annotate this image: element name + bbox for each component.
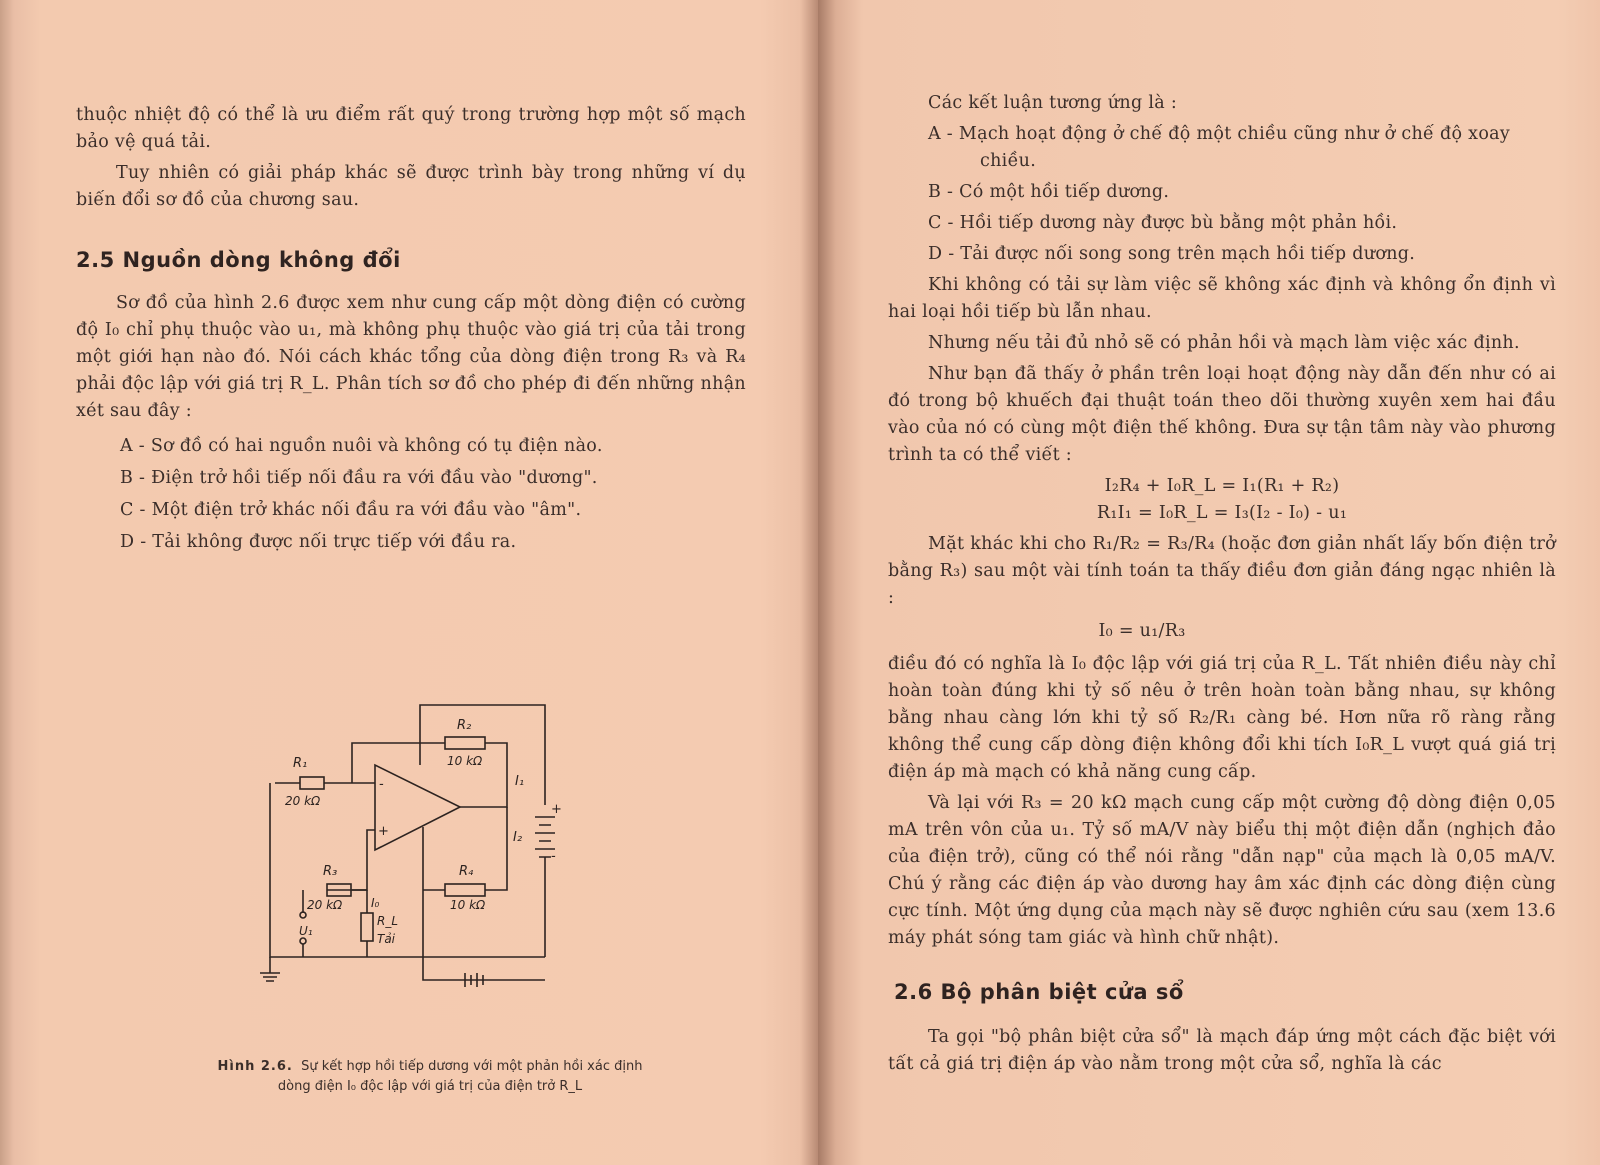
paragraph: Ta gọi "bộ phân biệt cửa sổ" là mạch đáp ứng một cách đặc biệt với tất cả giá trị điện áp vào nằm trong một cửa sổ, nghĩa là các	[888, 1027, 1556, 1074]
paragraph: Nhưng nếu tải đủ nhỏ sẽ có phản hồi và mạch làm việc xác định.	[928, 333, 1520, 353]
wire	[420, 705, 545, 805]
label-opamp-minus: -	[379, 777, 384, 792]
label-i1: I₁	[515, 774, 525, 789]
right-text-bottom	[888, 1024, 1556, 1078]
label-tai: Tải	[377, 932, 396, 946]
label-r2-value: 10 kΩ	[447, 754, 483, 768]
paragraph: Và lại với R₃ = 20 kΩ mạch cung cấp một cường độ dòng điện 0,05 mA trên vôn của u₁. Tỷ số mA/V này biểu thị một điện dẫn (nghịch đảo của điện trở), cũng có thể nói rằng "dẫn nạp" của mạch là 0,05 mA/V. Chú ý rằng các điện áp vào dương hay âm xác định các dòng điện cùng cực tính. Một ứng dụng của mạch này sẽ được nghiên cứu sau (xem 13.6 máy phát sóng tam giác và hình chữ nhật).	[888, 793, 1556, 948]
input-terminal	[300, 938, 306, 944]
label-i0: I₀	[371, 896, 380, 910]
label-r4: R₄	[459, 864, 474, 879]
list-item: B - Điện trở hồi tiếp nối đầu ra với đầu vào "dương".	[120, 468, 598, 488]
resistor-r4	[445, 884, 485, 896]
wire	[485, 807, 507, 890]
label-opamp-plus: +	[378, 824, 389, 839]
section-heading-2-5: 2.5 Nguồn dòng không đổi	[76, 248, 401, 272]
paragraph: Mặt khác khi cho R₁/R₂ = R₃/R₄ (hoặc đơn giản nhất lấy bốn điện trở bằng R₃) sau một vài tính toán ta thấy điều đơn giản đáng ngạc nhiên là :	[888, 534, 1556, 608]
list-item: D - Tải không được nối trực tiếp với đầu ra.	[120, 532, 517, 552]
paragraph: điều đó có nghĩa là I₀ độc lập với giá trị của R_L. Tất nhiên điều này chỉ hoàn toàn đúng khi tỷ số nêu ở trên hoàn toàn bằng nhau, sự không bằng nhau càng lớn khi tỷ số R₂/R₁ càng bé. Hơn nữa rõ ràng rằng không thể cung cấp dòng điện không đổi khi tích I₀R_L vượt quá giá trị điện áp mà mạch có khả năng cung cấp.	[888, 654, 1556, 782]
right-text-top	[888, 90, 1556, 952]
label-battery-minus: -	[551, 849, 556, 864]
paragraph: Các kết luận tương ứng là :	[928, 93, 1178, 113]
figure-caption	[160, 1057, 700, 1097]
list-item: C - Hồi tiếp dương này được bù bằng một phản hồi.	[928, 213, 1398, 233]
label-i2: I₂	[513, 830, 523, 845]
left-text-top	[76, 102, 746, 214]
wire	[460, 743, 507, 807]
resistor-rl	[361, 913, 373, 941]
ground-symbol	[260, 957, 280, 981]
label-u1: U₁	[299, 924, 313, 938]
list-item: C - Một điện trở khác nối đầu ra với đầu vào "âm".	[120, 500, 582, 520]
resistor-r2	[445, 737, 485, 749]
list-item: A - Mạch hoạt động ở chế độ một chiều cũng như ở chế độ xoay chiều.	[928, 124, 1511, 171]
left-text-body	[76, 290, 746, 556]
list-item: A - Sơ đồ có hai nguồn nuôi và không có tụ điện nào.	[120, 436, 603, 456]
paragraph: Khi không có tải sự làm việc sẽ không xác định và không ổn định vì hai loại hồi tiếp bù lẫn nhau.	[888, 275, 1556, 322]
label-r4-value: 10 kΩ	[450, 898, 486, 912]
section-heading-2-6: 2.6 Bộ phân biệt cửa sổ	[894, 980, 1184, 1004]
paragraph: Tuy nhiên có giải pháp khác sẽ được trình bày trong những ví dụ biến đổi sơ đồ của chương sau.	[76, 163, 746, 210]
label-r1: R₁	[293, 756, 308, 771]
label-rl: R_L	[377, 914, 399, 928]
label-r1-value: 20 kΩ	[285, 794, 321, 808]
caption-label: Hình 2.6.	[217, 1059, 293, 1074]
caption-line-2: dòng điện I₀ độc lập với giá trị của điện trở R_L	[277, 1079, 583, 1094]
paragraph: thuộc nhiệt độ có thể là ưu điểm rất quý trong trường hợp một số mạch bảo vệ quá tải.	[76, 105, 746, 152]
resistor-r1	[300, 777, 324, 789]
wire	[327, 830, 375, 890]
caption-line-1: Sự kết hợp hồi tiếp dương với một phản hồi xác định	[301, 1059, 643, 1074]
label-r3-value: 20 kΩ	[307, 898, 343, 912]
list-item: D - Tải được nối song song trên mạch hồi tiếp dương.	[928, 244, 1416, 264]
paragraph: Như bạn đã thấy ở phần trên loại hoạt động này dẫn đến như có ai đó trong bộ khuếch đại thuật toán theo dõi thường xuyên xem hai đầu vào của nó có cùng một điện thế không. Đưa sự tận tâm này vào phương trình ta có thể viết :	[888, 364, 1556, 465]
right-page	[818, 0, 1600, 1165]
circuit-diagram	[255, 695, 575, 1005]
list-item: B - Có một hồi tiếp dương.	[928, 182, 1170, 202]
equation-2: R₁I₁ = I₀R_L = I₃(I₂ - I₀) - u₁	[1096, 503, 1348, 523]
equation-3: I₀ = u₁/R₃	[1098, 621, 1186, 641]
label-battery-plus: +	[551, 802, 562, 817]
conclusions-list	[928, 121, 1556, 268]
label-r2: R₂	[457, 718, 472, 733]
remarks-list	[120, 433, 746, 556]
equation-1: I₂R₄ + I₀R_L = I₁(R₁ + R₂)	[1104, 476, 1340, 496]
label-r3: R₃	[323, 864, 338, 879]
paragraph: Sơ đồ của hình 2.6 được xem như cung cấp một dòng điện có cường độ I₀ chỉ phụ thuộc vào u₁, mà không phụ thuộc vào giá trị của tải trong một giới hạn nào đó. Nói cách khác tổng của dòng điện trong R₃ và R₄ phải độc lập với giá trị R_L. Phân tích sơ đồ cho phép đi đến những nhận xét sau đây :	[76, 293, 746, 421]
